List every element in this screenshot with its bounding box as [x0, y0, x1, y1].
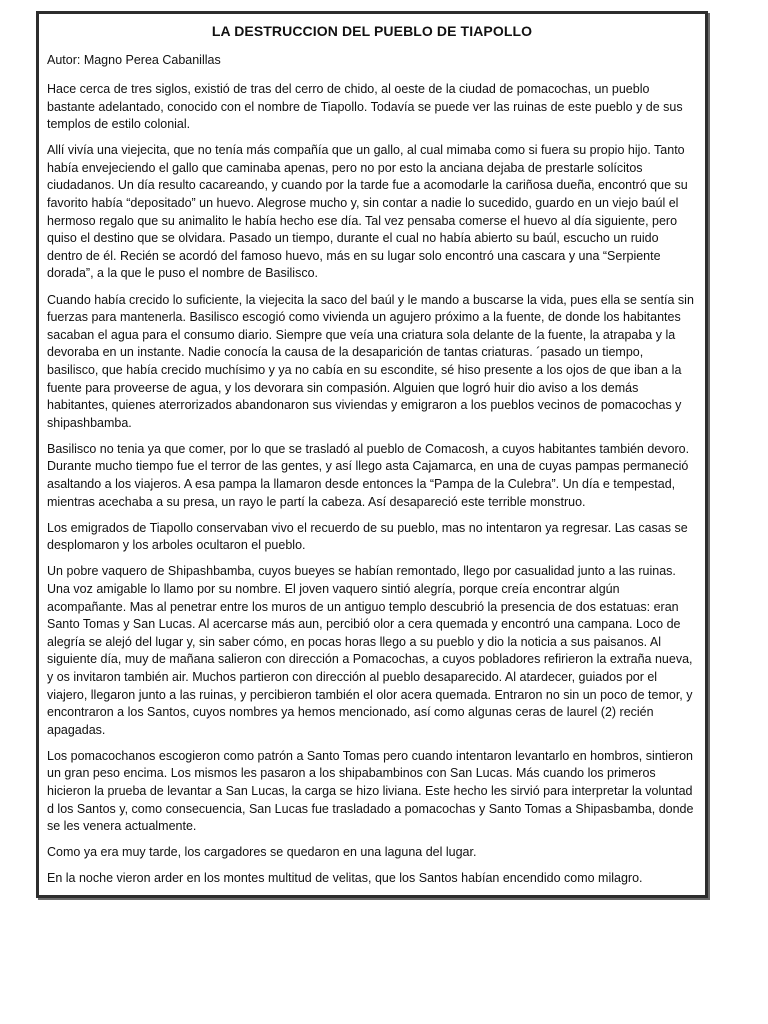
- paragraph-8: Como ya era muy tarde, los cargadores se quedaron en una laguna del lugar.: [47, 845, 477, 860]
- paragraph-6: Un pobre vaquero de Shipashbamba, cuyos bueyes se habían remontado, llego por casualidad junto a las ruinas. Una voz amigable lo llamo por su nombre. El joven vaquero sintió alegría, porque creía encontrar algún acompañante. Mas al penetrar entre los muros de un antiguo templo descubrió la presencia de dos estatuas: eran Santo Tomas y San Lucas. Al acercarse más aun, percibió olor a cera quemada y encontró una campana. Loco de alegría se alejó del lugar y, sin saber cómo, en pocas horas llego a su pueblo y dio la noticia a sus paisanos. Al siguiente día, muy de mañana salieron con dirección a Pomacochas, a cuyos pobladores refirieron la extraña nueva, y os invitaron también air. Muchos partieron con dirección al pueblo desaparecido. Al atardecer, guiados por el viajero, llegaron junto a las ruinas, y percibieron también el olor acera quemada. Entraron no sin un poco de temor, y encontraron a los Santos, cuyos nombres ya hemos mencionado, así como algunas ceras de laurel (2) recién apagadas.: [47, 564, 693, 737]
- document-page: [36, 11, 708, 898]
- paragraph-1: Hace cerca de tres siglos, existió de tras del cerro de chido, al oeste de la ciudad de pomacochas, un pueblo bastante adelantado, conocido con el nombre de Tiapollo. Todavía se puede ver las ruinas de este pueblo y de sus templos de estilo colonial.: [47, 82, 683, 132]
- paragraph-9: En la noche vieron arder en los montes multitud de velitas, que los Santos habían encendido como milagro.: [47, 871, 643, 886]
- paragraph-7: Los pomacochanos escogieron como patrón a Santo Tomas pero cuando intentaron levantarlo en hombros, sintieron un gran peso encima. Los mismos les pasaron a los shipabambinos con San Lucas. Más cuando los primeros hicieron la prueba de levantar a San Lucas, la carga se hizo liviana. Este hecho les sirvió para interpretar la voluntad d los Santos y, como consecuencia, San Lucas fue trasladado a pomacochas y Santo Tomas a Shipasbamba, donde se les venera actualmente.: [47, 748, 694, 834]
- document-author: Autor: Magno Perea Cabanillas: [47, 53, 221, 67]
- document-title: LA DESTRUCCION DEL PUEBLO DE TIAPOLLO: [211, 23, 533, 39]
- paragraph-3: Cuando había crecido lo suficiente, la viejecita la saco del baúl y le mando a buscarse la vida, pues ella se sentía sin fuerzas para mantenerla. Basilisco escogió como vivienda un agujero próximo a la fuente, de donde los habitantes sacaban el agua para el consumo diario. Siempre que veía una criatura sola delante de la fuente, la atrapaba y la devoraba en un instante. Nadie conocía la causa de la desaparición de tantas criaturas. ´pasado un tiempo, basilisco, que había crecido muchísimo y ya no cabía en su escondite, sé hiso presente a los ojos de que iban a la fuente para proveerse de agua, y los devorara sin compasión. Alguien que logró huir dio aviso a los demás habitantes, quienes aterrorizados abandonaron sus viviendas y emigraron a los pueblos vecinos de pomacochas y shipashbamba.: [47, 292, 694, 430]
- paragraph-5: Los emigrados de Tiapollo conservaban vivo el recuerdo de su pueblo, mas no intentaron ya regresar. Las casas se desplomaron y los arboles ocultaron el pueblo.: [47, 520, 688, 553]
- paragraph-2: Allí vivía una viejecita, que no tenía más compañía que un gallo, al cual mimaba como si fuera su propio hijo. Tanto había envejeciendo el gallo que caminaba apenas, pero no por esto la anciana dejaba de prestarle solícitos ciudadanos. Un día resulto cacareando, y cuando por la tarde fue a acomodarle la cariñosa dueña, encontró que su favorito había “depositado” un huevo. Alegrose mucho y, sin contar a nadie lo sucedido, guardo en un viejo baúl el hermoso regalo que su animalito le había hecho ese día. Tal vez pensaba comerse el huevo al día siguiente, pero quiso el destino que se olvidara. Pasado un tiempo, durante el cual no había abierto su baúl, escucho un ruido dentro de él. Recién se acordó del famoso huevo, más en su lugar solo encontró una cascara y una “Serpiente dorada”, a la que le puso el nombre de Basilisco.: [47, 143, 688, 281]
- paragraph-4: Basilisco no tenia ya que comer, por lo que se trasladó al pueblo de Comacosh, a cuyos habitantes también devoro. Durante mucho tiempo fue el terror de las gentes, y así llego asta Cajamarca, en una de cuyas pampas permaneció asaltando a los viajeros. A esa pampa la llamaron desde entonces la “Pampa de la Culebra”. Un día e tempestad, mientras acechaba a su presa, un rayo le partí la cabeza. Así desapareció este terrible monstruo.: [47, 441, 690, 509]
